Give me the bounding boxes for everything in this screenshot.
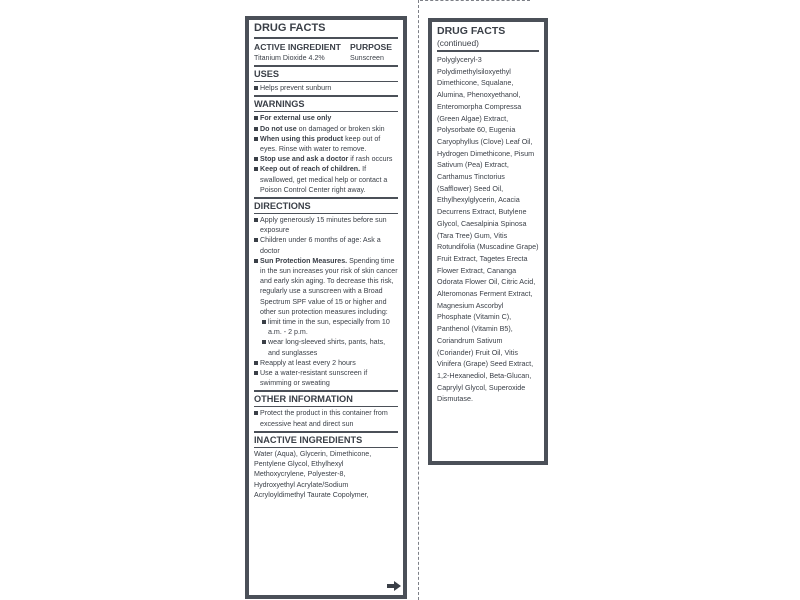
drug-facts-continued-panel bbox=[428, 18, 548, 465]
warnings-heading: WARNINGS bbox=[254, 99, 305, 110]
direction-apply: Apply generously 15 minutes before sun exposure bbox=[254, 215, 398, 235]
other-information-item: Protect the product in this container from excessive heat and direct sun bbox=[254, 408, 398, 428]
sun-protection-text: Spending time in the sun increases your risk of skin cancer and early skin aging. To decrease this risk, regularly use a sunscreen with a Broad Spectrum SPF value of 15 or higher and other sun protection measures including: bbox=[260, 256, 398, 316]
panel-title: DRUG FACTS bbox=[254, 22, 326, 34]
arrow-right-icon bbox=[387, 581, 401, 591]
panel-subtitle: (continued) bbox=[437, 38, 479, 48]
divider bbox=[254, 390, 398, 392]
divider bbox=[254, 111, 398, 112]
warning-stop-use-bold: Stop use and ask a doctor bbox=[260, 155, 349, 164]
active-ingredient-section bbox=[254, 41, 398, 63]
fold-line bbox=[418, 0, 419, 600]
purpose-value: Sunscreen bbox=[350, 54, 384, 62]
direction-reapply: Reapply at least every 2 hours bbox=[254, 358, 398, 368]
uses-heading: USES bbox=[254, 69, 280, 80]
inactive-ingredients-text: Water (Aqua), Glycerin, Dimethicone, Pentylene Glycol, Ethylhexyl Methoxycrylene, Polyester-8, Hydroxyethyl Acrylate/Sodium Acryloyldimethyl Taurate Copolymer, bbox=[254, 449, 372, 499]
direction-sub-limit-time: limit time in the sun, especially from 10 a.m. - 2 p.m. bbox=[254, 317, 398, 337]
warning-do-not-use-bold: Do not use bbox=[260, 124, 297, 133]
warning-when-using-text: keep out of eyes. Rinse with water to remove. bbox=[260, 134, 381, 154]
direction-sub-clothing: wear long-sleeved shirts, pants, hats, and sunglasses bbox=[254, 337, 398, 357]
drug-facts-panel bbox=[245, 16, 407, 599]
divider bbox=[254, 65, 398, 67]
inactive-ingredients-heading: INACTIVE INGREDIENTS bbox=[254, 434, 363, 445]
divider bbox=[437, 50, 539, 52]
uses-item: Helps prevent sunburn bbox=[254, 83, 398, 93]
direction-water-resistant: Use a water-resistant sunscreen if swimming or sweating bbox=[254, 368, 398, 388]
directions-heading: DIRECTIONS bbox=[254, 201, 311, 212]
divider bbox=[254, 95, 398, 97]
panel-title: DRUG FACTS bbox=[437, 25, 506, 37]
direction-children: Children under 6 months of age: Ask a doctor bbox=[254, 235, 398, 255]
divider bbox=[254, 197, 398, 199]
divider bbox=[254, 81, 398, 82]
active-ingredient-value: Titanium Dioxide 4.2% bbox=[254, 54, 325, 62]
divider bbox=[254, 431, 398, 433]
warning-when-using bbox=[254, 134, 398, 154]
warning-stop-use bbox=[254, 154, 398, 164]
divider bbox=[254, 37, 398, 39]
divider bbox=[254, 213, 398, 214]
active-ingredient-heading: ACTIVE INGREDIENT bbox=[254, 42, 341, 52]
warning-stop-use-text: if rash occurs bbox=[348, 155, 393, 164]
cut-line bbox=[420, 0, 530, 1]
warning-external-use: For external use only bbox=[254, 113, 398, 123]
warning-do-not-use-text: on damaged or broken skin bbox=[296, 124, 385, 133]
warning-reach-text: If swallowed, get medical help or contact a Poison Control Center right away. bbox=[260, 165, 388, 194]
warning-reach-bold: Keep out of reach of children. bbox=[260, 165, 361, 174]
inactive-ingredients-continued: Polyglyceryl-3 Polydimethylsiloxyethyl Dimethicone, Squalane, Alumina, Phenoxyethanol, Enteromorpha Compressa (Green Algae) Extract, Polysorbate 60, Eugenia Caryophyllus (Clove) Leaf Oil, Hydrogen Dimethicone, Pisum Sativum (Pea) Extract, Carthamus Tinctorius (Safflower) Seed Oil, Ethylhexylglycerin, Acacia Decurrens Extract, Butylene Glycol, Caesalpinia Spinosa (Tara Tree) Gum, Vitis Rotundifolia (Muscadine Grape) Fruit Extract, Tagetes Erecta Flower Extract, Cananga Odorata Flower Oil, Citric Acid, Alteromonas Ferment Extract, Magnesium Ascorbyl Phosphate (Vitamin C), Panthenol (Vitamin B5), Coriandrum Sativum (Coriander) Fruit Oil, Vitis Vinifera (Grape) Seed Extract, 1,2-Hexanediol, Beta-Glucan, Caprylyl Glycol, Superoxide Dismutase. bbox=[437, 55, 539, 404]
divider bbox=[254, 406, 398, 407]
direction-sun-protection bbox=[254, 256, 398, 317]
warning-do-not-use bbox=[254, 124, 398, 134]
sun-protection-bold: Sun Protection Measures. bbox=[260, 256, 348, 265]
divider bbox=[254, 447, 398, 448]
purpose-heading: PURPOSE bbox=[350, 42, 393, 52]
other-information-heading: OTHER INFORMATION bbox=[254, 394, 353, 405]
warning-when-using-bold: When using this product bbox=[260, 134, 344, 143]
warning-keep-out-of-reach bbox=[254, 164, 398, 195]
